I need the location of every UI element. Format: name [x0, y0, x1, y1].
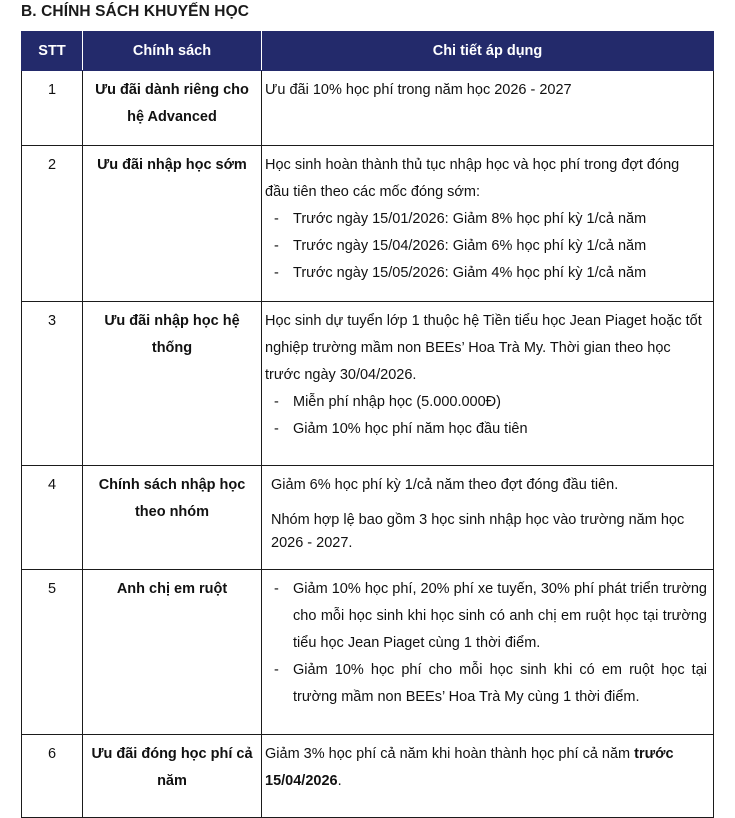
detail-text-note: Nhóm hợp lệ bao gồm 3 học sinh nhập học vào trường năm học 2026 - 2027.	[271, 512, 685, 551]
row-details	[262, 302, 714, 466]
table-header-row	[22, 32, 714, 71]
row-policy: Ưu đãi nhập học hệ thống	[83, 302, 262, 466]
row-details	[262, 466, 714, 570]
row-policy: Anh chị em ruột	[83, 570, 262, 735]
row-stt: 5	[22, 570, 83, 735]
detail-text-end: .	[337, 773, 342, 789]
bullet-item: - Giảm 10% học phí cho mỗi học sinh khi có em ruột học tại trường mầm non BEEs’ Hoa Trà My cùng 1 thời điểm.	[265, 657, 707, 711]
column-header-stt: STT	[22, 32, 83, 71]
bullet-item: - Giảm 10% học phí, 20% phí xe tuyến, 30% phí phát triển trường cho mỗi học sinh khi học sinh có anh chị em ruột học tại trường tiểu học Jean Piaget cùng 1 thời điểm.	[265, 576, 707, 657]
row-stt: 4	[22, 466, 83, 570]
bullet-item: - Miễn phí nhập học (5.000.000Đ)	[265, 389, 707, 416]
promotion-policy-table	[21, 31, 714, 818]
row-details	[262, 735, 714, 818]
table-row	[22, 146, 714, 302]
row-policy: Ưu đãi nhập học sớm	[83, 146, 262, 302]
column-header-details: Chi tiết áp dụng	[262, 32, 714, 71]
bullet-item: - Giảm 10% học phí năm học đầu tiên	[265, 416, 707, 443]
detail-text	[265, 741, 707, 795]
section-title: B. CHÍNH SÁCH KHUYẾN HỌC	[21, 3, 250, 20]
column-header-policy: Chính sách	[83, 32, 262, 71]
detail-text-part: Giảm 3% học phí cả năm khi hoàn thành học phí cả năm	[265, 746, 635, 762]
detail-text: Giảm 6% học phí kỳ 1/cả năm theo đợt đóng đầu tiên.	[271, 477, 619, 493]
table-row	[22, 302, 714, 466]
row-details	[262, 71, 714, 146]
row-stt: 2	[22, 146, 83, 302]
row-details	[262, 146, 714, 302]
row-policy: Ưu đãi dành riêng cho hệ Advanced	[83, 71, 262, 146]
detail-text: Học sinh dự tuyển lớp 1 thuộc hệ Tiền tiểu học Jean Piaget hoặc tốt nghiệp trường mầm non BEEs’ Hoa Trà My. Thời gian theo học trước ngày 30/04/2026.	[265, 313, 702, 383]
table-row	[22, 735, 714, 818]
detail-text: Ưu đãi 10% học phí trong năm học 2026 - 2027	[265, 82, 572, 98]
bullet-item: - Trước ngày 15/04/2026: Giảm 6% học phí kỳ 1/cả năm	[265, 233, 707, 260]
detail-deadline: trước 15/04/2026	[265, 746, 674, 789]
row-policy: Ưu đãi đóng học phí cả năm	[83, 735, 262, 818]
detail-text: Học sinh hoàn thành thủ tục nhập học và học phí trong đợt đóng đầu tiên theo các mốc đóng sớm:	[265, 157, 680, 200]
row-details	[262, 570, 714, 735]
bullet-item: - Trước ngày 15/01/2026: Giảm 8% học phí kỳ 1/cả năm	[265, 206, 707, 233]
table-row	[22, 570, 714, 735]
row-stt: 6	[22, 735, 83, 818]
bullet-item: - Trước ngày 15/05/2026: Giảm 4% học phí kỳ 1/cả năm	[265, 260, 707, 287]
row-stt: 3	[22, 302, 83, 466]
table-row	[22, 71, 714, 146]
row-stt: 1	[22, 71, 83, 146]
row-policy: Chính sách nhập học theo nhóm	[83, 466, 262, 570]
table-row	[22, 466, 714, 570]
